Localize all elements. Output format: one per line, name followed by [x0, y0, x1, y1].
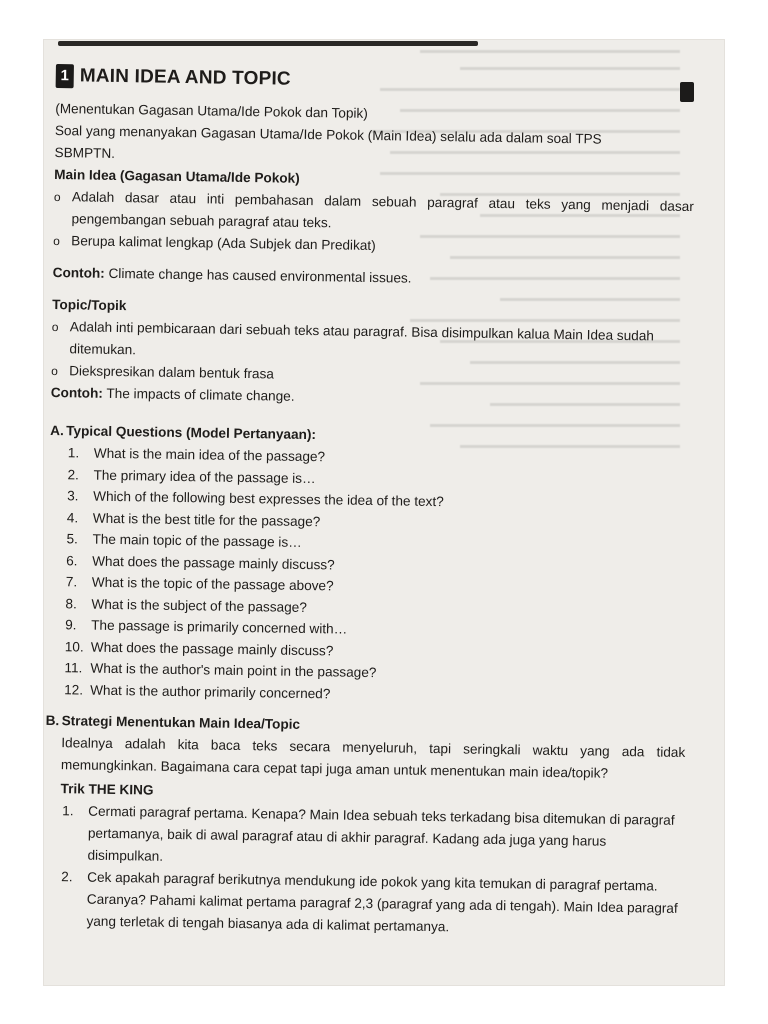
- question-number: 7.: [65, 574, 78, 590]
- question-number: 8.: [65, 595, 77, 611]
- question-text: What is the author primarily concerned?: [90, 682, 331, 701]
- trick-heading: Trik THE KING: [60, 781, 154, 798]
- question-text: What is the best title for the passage?: [92, 510, 321, 529]
- question-text: What is the subject of the passage?: [91, 596, 307, 615]
- example-text: The impacts of climate change.: [102, 385, 295, 404]
- question-text: Which of the following best expresses the idea of the text?: [93, 488, 444, 510]
- question-number: 9.: [65, 617, 77, 633]
- example-text: Climate change has caused environmental issues.: [104, 265, 412, 286]
- question-text: The primary idea of the passage is…: [93, 467, 316, 486]
- page-content: [42, 62, 696, 942]
- question-text: What is the author's main point in the passage?: [90, 660, 377, 681]
- question-number: 6.: [66, 552, 78, 568]
- bullet-marker: o: [51, 363, 58, 379]
- question-number: 11.: [64, 660, 83, 676]
- question-text: The passage is primarily concerned with…: [91, 617, 348, 637]
- trick-step: [61, 800, 684, 876]
- step-number: 1.: [62, 803, 74, 819]
- example-label: Contoh:: [50, 384, 104, 401]
- question-text: The main topic of the passage is…: [92, 531, 302, 550]
- chapter-title: MAIN IDEA AND TOPIC: [79, 65, 291, 90]
- main-idea-heading: Main Idea (Gagasan Utama/Ide Pokok): [54, 166, 300, 186]
- step-number: 2.: [61, 869, 73, 885]
- topic-bullet-text: Adalah inti pembicaraan dari sebuah teks atau paragraf. Bisa disimpulkan kalua Main Idea sudah ditemukan.: [69, 319, 655, 358]
- main-idea-bullet-text: Berupa kalimat lengkap (Ada Subjek dan Predikat): [71, 233, 376, 254]
- intro-line: (Menentukan Gagasan Utama/Ide Pokok dan Topik): [55, 100, 368, 121]
- question-text: What does the passage mainly discuss?: [92, 553, 335, 572]
- bullet-marker: o: [53, 189, 61, 205]
- top-rule: [58, 41, 478, 46]
- question-text: What is the topic of the passage above?: [91, 574, 334, 594]
- question-number: 4.: [66, 509, 79, 525]
- intro-note: Soal yang menanyakan Gagasan Utama/Ide Pokok (Main Idea) selalu ada dalam soal TPS SBMPTN.: [54, 122, 602, 161]
- section-b-intro: Idealnya adalah kita baca teks secara menyeluruh, tapi seringkali waktu yang ada tidak memungkinkan. Bagaimana cara cepat tapi juga aman untuk menentukan main idea/topik?: [60, 735, 686, 781]
- section-a-title: Typical Questions (Model Pertanyaan):: [66, 423, 317, 443]
- example-label: Contoh:: [52, 264, 105, 281]
- main-idea-bullet-text: Adalah dasar atau inti pembahasan dalam sebuah paragraf atau teks yang menjadi dasar pengembangan sebuah paragraf atau teks.: [71, 189, 694, 231]
- section-b-label: B.: [45, 712, 60, 729]
- question-number: 3.: [67, 488, 79, 504]
- trick-steps: [60, 800, 684, 942]
- topic-bullet-text: Diekspresikan dalam bentuk frasa: [69, 363, 275, 382]
- question-number: 10.: [64, 638, 84, 655]
- section-b-title: Strategi Menentukan Main Idea/Topic: [61, 713, 301, 732]
- trick-step: [60, 866, 683, 942]
- step-text: Cek apakah paragraf berikutnya mendukung ide pokok yang kita temukan di paragraf pertama. Caranya? Pahami kalimat pertama paragraf 2,3 (paragraf yang ada di tengah). Main Idea paragraf yang terletak di tengah biasanya ada di kalimat pertamanya.: [86, 869, 678, 935]
- step-text: Cermati paragraf pertama. Kenapa? Main Idea sebuah teks terkadang bisa ditemukan di paragraf pertamanya, baik di awal paragraf atau di akhir paragraf. Kadang ada juga yang harus disimpulkan.: [87, 803, 675, 864]
- bullet-marker: o: [53, 233, 60, 249]
- question-text: What does the passage mainly discuss?: [90, 639, 334, 658]
- topic-heading: Topic/Topik: [52, 296, 127, 314]
- question-list: [64, 442, 690, 710]
- question-number: 1.: [67, 445, 80, 461]
- bullet-marker: o: [51, 319, 59, 335]
- question-number: 5.: [66, 531, 78, 547]
- chapter-number-badge: 1: [56, 64, 74, 88]
- question-text: What is the main idea of the passage?: [93, 445, 326, 465]
- question-number: 12.: [64, 681, 84, 698]
- section-a-label: A.: [50, 422, 64, 439]
- question-number: 2.: [67, 466, 79, 482]
